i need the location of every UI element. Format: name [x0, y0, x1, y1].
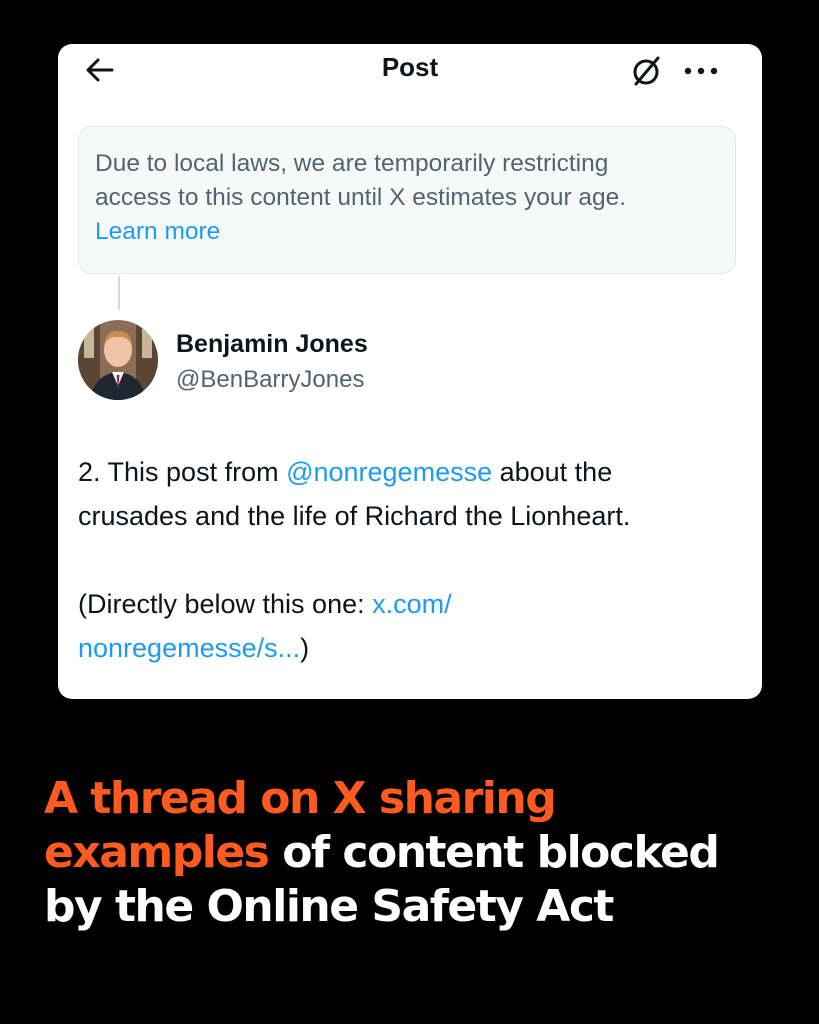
post-line-2: crusades and the life of Richard the Lionheart. — [78, 501, 631, 531]
caption-text: of content blocked — [268, 827, 719, 878]
post-text: ) — [300, 633, 310, 663]
post-text: (Directly below this one: — [78, 589, 373, 619]
caption-line-1: A thread on X sharing — [44, 773, 556, 824]
post-text: 2. This post from — [78, 457, 287, 487]
caption-highlight: examples — [44, 827, 269, 878]
avatar[interactable] — [78, 320, 158, 400]
no-entry-icon[interactable] — [626, 50, 666, 90]
post-line-4 — [78, 626, 748, 670]
post-card — [58, 44, 762, 699]
post-line-3 — [78, 582, 748, 626]
thread-connector — [118, 276, 120, 310]
post-line-1 — [78, 450, 748, 494]
author-name[interactable]: Benjamin Jones — [176, 330, 368, 358]
notice-line-2: access to this content until X estimates your age. — [95, 184, 627, 211]
more-options-icon[interactable] — [676, 50, 726, 90]
url-link-part-2[interactable]: nonregemesse/s... — [78, 633, 301, 663]
url-link-part-1[interactable]: x.com/ — [372, 589, 452, 619]
post-body — [78, 450, 748, 670]
top-bar — [58, 44, 762, 92]
author-handle[interactable]: @BenBarryJones — [176, 366, 365, 393]
paragraph-gap — [78, 538, 748, 582]
caption-line-3: by the Online Safety Act — [44, 881, 613, 932]
caption — [44, 772, 784, 934]
caption-line-2 — [44, 826, 784, 880]
notice-line-1: Due to local laws, we are temporarily restricting — [95, 150, 609, 177]
age-restriction-notice — [78, 126, 736, 274]
page-title: Post — [381, 52, 439, 82]
learn-more-link[interactable]: Learn more — [95, 218, 221, 245]
post-text: about the — [492, 457, 613, 487]
mention-link[interactable]: @nonregemesse — [286, 457, 493, 487]
